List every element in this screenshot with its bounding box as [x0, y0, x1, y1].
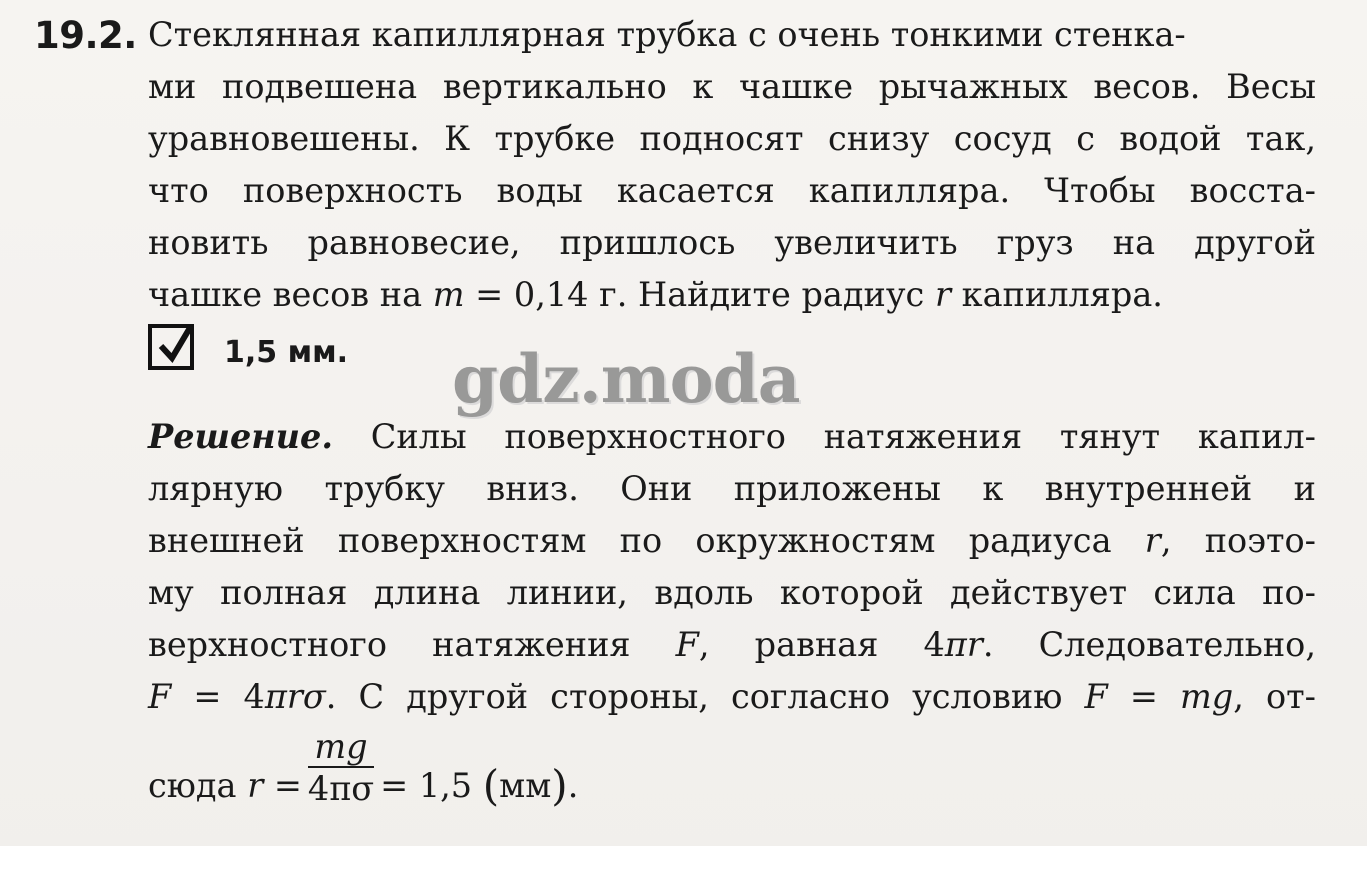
variable-r: r: [934, 275, 951, 314]
solution-line-3: [148, 521, 1316, 560]
variable-r: r: [247, 765, 264, 805]
problem-text-6b: = 0,14 г. Найдите радиус: [464, 275, 935, 314]
variable-F: F: [148, 677, 172, 716]
variable-mg: mg: [1180, 677, 1234, 716]
problem-line-3: уравновешены. К трубке подносят снизу сосуд с водой так,: [148, 119, 1316, 158]
fraction-numerator: mg: [308, 730, 374, 768]
solution-text-5b: , равная 4: [698, 625, 945, 664]
solution-heading: Решение.: [148, 417, 334, 456]
solution-text-3b: , поэто-: [1160, 521, 1316, 560]
solution-line-7: [148, 727, 579, 810]
problem-line-4: что поверхность воды касается капилляра. Чтобы восста-: [148, 171, 1316, 210]
variable-r: r: [286, 677, 303, 716]
fraction-denominator: 4πσ: [307, 768, 375, 808]
solution-line-2: лярную трубку вниз. Они приложены к внутренней и: [148, 469, 1316, 508]
result-text: = 1,5: [380, 765, 483, 805]
problem-line-1: [148, 15, 1316, 54]
symbol-sigma: σ: [302, 677, 326, 716]
paren-open: (: [482, 760, 500, 810]
problem-text-6c: капилляра.: [950, 275, 1163, 314]
variable-m: m: [432, 275, 465, 314]
result-unit: мм: [499, 765, 552, 805]
solution-text-6a: = 4: [171, 677, 265, 716]
symbol-pi: π: [264, 677, 287, 716]
variable-r: r: [1144, 521, 1161, 560]
problem-line-6: [148, 275, 1163, 314]
page-bottom-strip: [0, 846, 1367, 881]
checkmark-icon: [148, 324, 194, 370]
problem-line-5: новить равновесие, пришлось увеличить груз на другой: [148, 223, 1316, 262]
solution-text-5c: . Следовательно,: [982, 625, 1316, 664]
equals-sign: =: [263, 765, 302, 805]
solution-line-5: [148, 625, 1316, 664]
fraction: [307, 727, 375, 808]
result-end: .: [567, 765, 579, 805]
solution-text-7a: сюда: [148, 765, 248, 805]
problem-text-6a: чашке весов на: [148, 275, 433, 314]
solution-line-4: му полная длина линии, вдоль которой действует сила по-: [148, 573, 1316, 612]
solution-line-1: [148, 417, 1316, 456]
paren-close: ): [551, 760, 568, 810]
problem-line-2: ми подвешена вертикально к чашке рычажных весов. Весы: [148, 67, 1316, 106]
answer-row: [148, 324, 348, 370]
variable-F: F: [1084, 677, 1108, 716]
variable-r: r: [966, 625, 983, 664]
watermark: gdz.moda: [452, 340, 800, 418]
solution-text-6b: . С другой стороны, согласно условию: [325, 677, 1085, 716]
problem-text-1: Стеклянная капиллярная трубка с очень тонкими стенка-: [148, 15, 1186, 54]
solution-line-6: [148, 677, 1316, 716]
solution-text-5a: верхностного натяжения: [148, 625, 676, 664]
solution-text-6c: =: [1107, 677, 1180, 716]
solution-text-3a: внешней поверхностям по окружностям радиуса: [148, 521, 1145, 560]
problem-number: 19.2.: [34, 14, 137, 57]
solution-text-6d: , от-: [1233, 677, 1316, 716]
solution-text-1: Силы поверхностного натяжения тянут капил-: [333, 417, 1316, 456]
variable-F: F: [675, 625, 699, 664]
symbol-pi: π: [944, 625, 967, 664]
answer-value: 1,5 мм.: [224, 334, 349, 370]
